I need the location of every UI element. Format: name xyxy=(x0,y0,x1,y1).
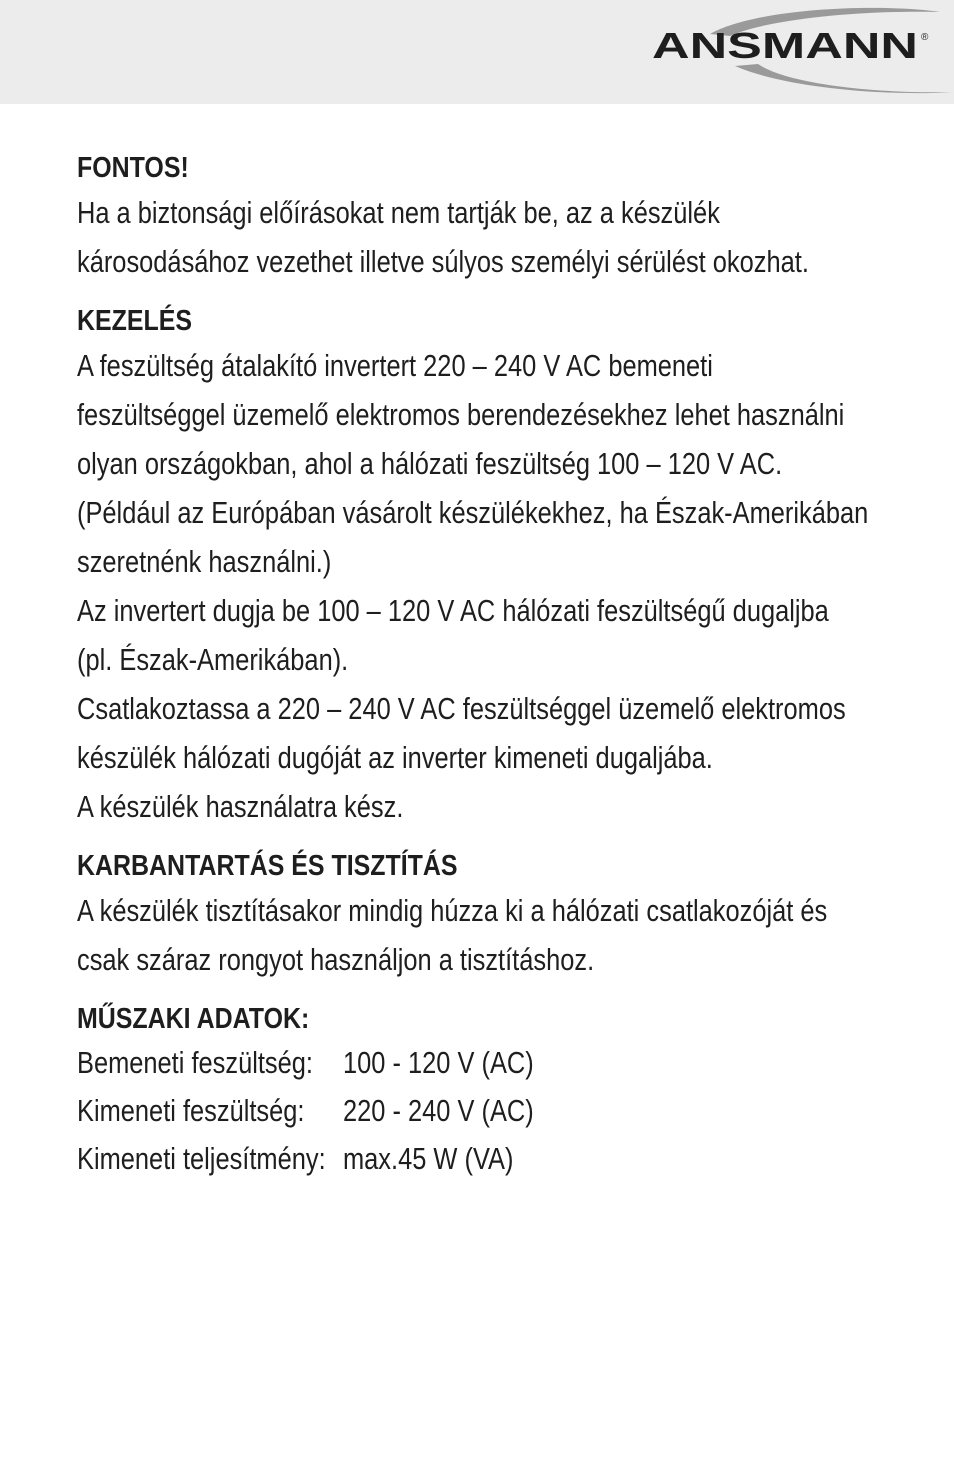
paragraph-line: feszültséggel üzemelő elektromos berendezésekhez lehet használni xyxy=(77,397,845,432)
paragraph-line: Ha a biztonsági előírásokat nem tartják be, az a készülék xyxy=(77,195,720,230)
spec-row-output-voltage xyxy=(77,1087,917,1135)
spec-value: max.45 W (VA) xyxy=(343,1141,514,1176)
paragraph-line: (Például az Európában vásárolt készülékekhez, ha Észak-Amerikában xyxy=(77,495,869,530)
paragraph-line: készülék hálózati dugóját az inverter kimeneti dugaljába. xyxy=(77,740,713,775)
paragraph-line: olyan országokban, ahol a hálózati feszültség 100 – 120 V AC. xyxy=(77,446,783,481)
page-header xyxy=(0,0,954,104)
section-heading: KEZELÉS xyxy=(77,305,193,337)
section-fontos xyxy=(77,148,917,286)
paragraph-line: (pl. Észak-Amerikában). xyxy=(77,642,349,677)
logo-swoosh-lower-icon xyxy=(735,64,952,93)
section-heading: FONTOS! xyxy=(77,152,189,184)
section-heading: MŰSZAKI ADATOK: xyxy=(77,1003,310,1035)
paragraph-line: Csatlakoztassa a 220 – 240 V AC feszültséggel üzemelő elektromos xyxy=(77,691,846,726)
document-body xyxy=(77,148,917,1198)
spec-value: 100 - 120 V (AC) xyxy=(343,1045,534,1080)
spec-label: Kimeneti feszültség: xyxy=(77,1093,305,1128)
paragraph-line: károsodásához vezethet illetve súlyos személyi sérülést okozhat. xyxy=(77,244,809,279)
section-kezeles xyxy=(77,301,917,831)
logo-text: ANSMANN xyxy=(652,25,918,66)
spec-row-input-voltage xyxy=(77,1039,917,1087)
paragraph-line: A feszültség átalakító invertert 220 – 240 V AC bemeneti xyxy=(77,348,713,383)
section-karbantartas xyxy=(77,846,917,984)
spec-label: Bemeneti feszültség: xyxy=(77,1045,313,1080)
registered-mark-icon: ® xyxy=(921,32,929,43)
spec-row-output-power xyxy=(77,1135,917,1183)
paragraph-line: A készülék használatra kész. xyxy=(77,789,404,824)
paragraph-line: csak száraz rongyot használjon a tisztításhoz. xyxy=(77,942,595,977)
paragraph-line: A készülék tisztításakor mindig húzza ki a hálózati csatlakozóját és xyxy=(77,893,828,928)
section-muszaki-adatok xyxy=(77,999,917,1183)
spec-label: Kimeneti teljesítmény: xyxy=(77,1141,326,1176)
section-heading: KARBANTARTÁS ÉS TISZTÍTÁS xyxy=(77,850,458,882)
ansmann-logo xyxy=(640,4,954,96)
spec-value: 220 - 240 V (AC) xyxy=(343,1093,534,1128)
paragraph-line: szeretnénk használni.) xyxy=(77,544,332,579)
paragraph-line: Az invertert dugja be 100 – 120 V AC hálózati feszültségű dugaljba xyxy=(77,593,829,628)
